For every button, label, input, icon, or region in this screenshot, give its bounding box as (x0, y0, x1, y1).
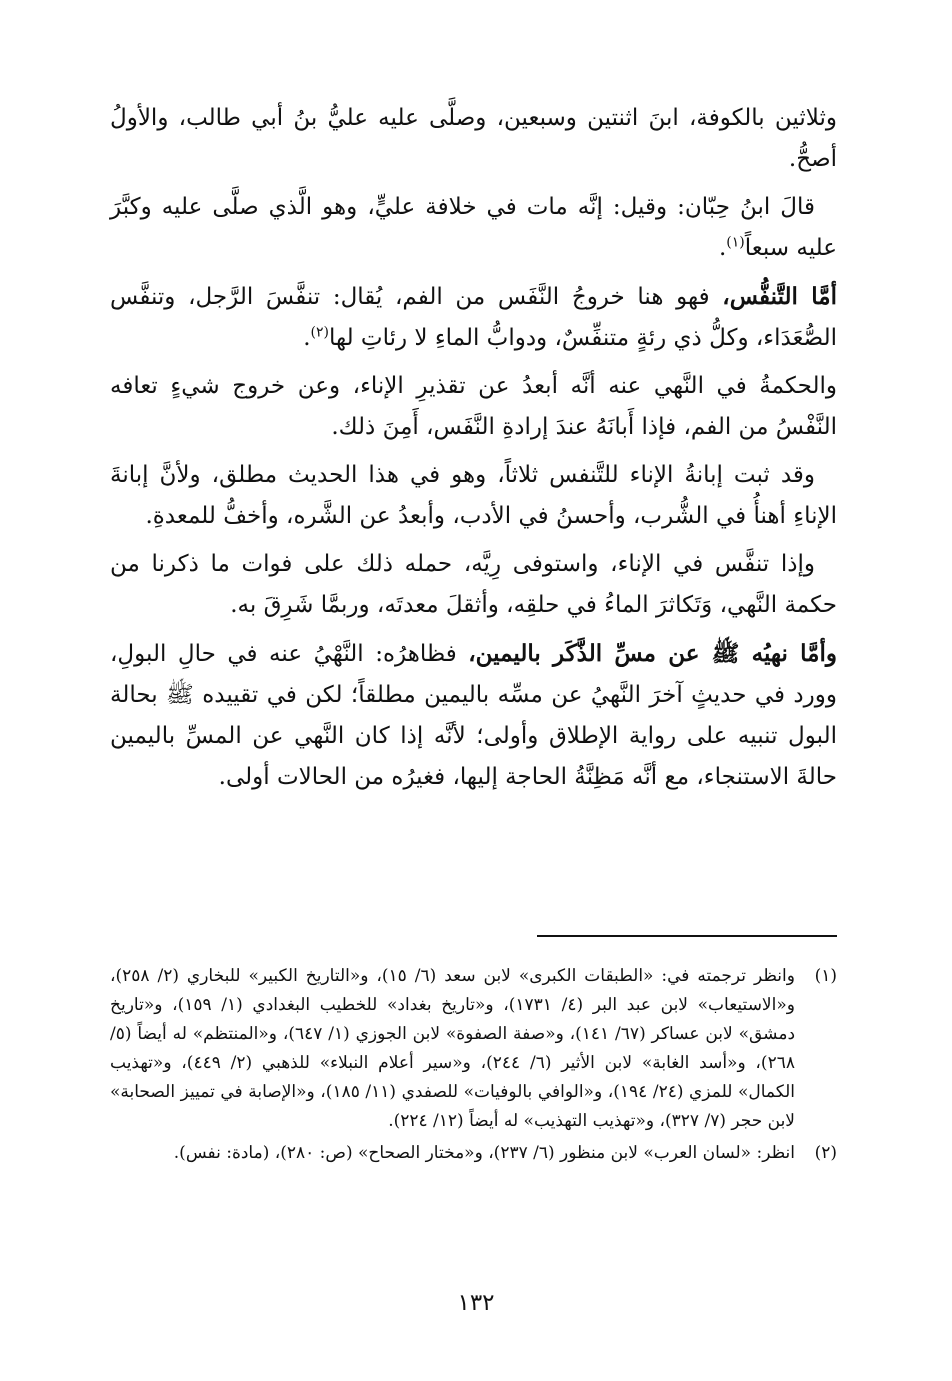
footnote-ref[interactable]: (٢) (310, 324, 329, 341)
paragraph-1 (110, 98, 837, 180)
paragraph-7 (110, 633, 837, 798)
main-text (110, 98, 837, 805)
paragraph-text: فظاهرُه: النَّهْيُ عنه في حالِ البولِ، وورد في حديثٍ آخرَ النَّهيُ عن مسِّه باليمين مطلقاً؛ لكن في تقييده ﷺ بحالة البول تنبيه على رواية الإطلاق وأولى؛ لأنَّه إذا كان النَّهي عن المسِّ باليمين حالةَ الاستنجاء، مع أنَّه مَظِنَّةُ الحاجة إليها، فغيرُه من الحالات أولى. (110, 641, 837, 790)
paragraph-text: والحكمةُ في النَّهي عنه أنَّه أبعدُ عن تقذيرِ الإناء، وعن خروج شيءٍ تعافه النَّفْسُ من الفم، فإذا أَبانَهُ عندَ إرادةِ النَّفَس، أَمِنَ ذلك. (110, 373, 837, 440)
footnote-number: (٢) (814, 1143, 837, 1163)
paragraph-6 (110, 544, 837, 626)
paragraph-lead: أمَّا التَّنفُّس، (722, 283, 837, 310)
footnote-ref[interactable]: (١) (726, 234, 745, 251)
paragraph-2 (110, 187, 837, 269)
paragraph-text: قالَ ابنُ حِبّان: وقيل: إنَّه مات في خلافة عليٍّ، وهو الَّذي صلَّى عليه وكبَّرَ عليه سبعاً (110, 194, 837, 261)
paragraph-text: وقد ثبت إبانةُ الإناء للتَّنفس ثلاثاً، وهو في هذا الحديث مطلق، ولأنَّ إبانةَ الإناءِ أهنأُ في الشُّرب، وأحسنُ في الأدب، وأبعدُ عن الشَّره، وأخفُّ للمعدةِ. (110, 462, 837, 529)
footnotes (110, 962, 837, 1171)
paragraph-text: وثلاثين بالكوفة، ابنَ اثنتين وسبعين، وصلَّى عليه عليُّ بنُ أبي طالب، والأولُ أصحُّ. (110, 105, 837, 172)
footnote-text: انظر: «لسان العرب» لابن منظور (٦/ ٢٣٧)، و«مختار الصحاح» (ص: ٢٨٠)، (مادة: نفس). (173, 1143, 795, 1163)
paragraph-4 (110, 366, 837, 448)
paragraph-text: وإذا تنفَّس في الإناء، واستوفى رِيَّه، حمله ذلك على فوات ما ذكرنا من حكمة النَّهي، وَتَكاثرَ الماءُ في حلقِه، وأثقلَ معدتَه، وربمَّا شَرِقَ به. (110, 551, 837, 618)
footnote-text: وانظر ترجمته في: «الطبقات الكبرى» لابن سعد (٦/ ١٥)، و«التاريخ الكبير» للبخاري (٢/ ٢٥٨)، و«الاستيعاب» لابن عبد البر (٤/ ١٧٣١)، و«تاريخ بغداد» للخطيب البغدادي (١/ ١٥٩)، و«تاريخ دمشق» لابن عساكر (٦٧/ ١٤١)، و«صفة الصفوة» لابن الجوزي (١/ ٦٤٧)، و«المنتظم» له أيضاً (٥/ ٢٦٨)، و«أسد الغابة» لابن الأثير (٦/ ٢٤٤)، و«سير أعلام النبلاء» للذهبي (٢/ ٤٤٩)، و«تهذيب الكمال» للمزي (٢٤/ ١٩٤)، و«الوافي بالوفيات» للصفدي (١١/ ١٨٥)، و«الإصابة في تمييز الصحابة» لابن حجر (٧/ ٣٢٧)، و«تهذيب التهذيب» له أيضاً (١٢/ ٢٢٤). (110, 966, 796, 1131)
paragraph-3 (110, 276, 837, 359)
footnote-divider (537, 935, 837, 937)
footnote-2 (110, 1139, 837, 1168)
paragraph-text: فهو هنا خروجُ النَّفَس من الفم، يُقال: تنفَّسَ الرَّجل، وتنفَّس الصُّعَدَاء، وكلُّ ذي رئةٍ متنفِّسٌ، ودوابُّ الماءِ لا رئاتِ لها (110, 284, 837, 351)
paragraph-end: . (718, 235, 727, 261)
footnote-1 (110, 962, 837, 1136)
footnote-number: (١) (814, 966, 837, 986)
paragraph-end: . (303, 325, 311, 351)
paragraph-5 (110, 455, 837, 537)
page-number: ١٣٢ (457, 1290, 495, 1316)
paragraph-lead: وأمَّا نهيُه ﷺ عن مسِّ الذَّكَر باليمين، (468, 640, 837, 667)
